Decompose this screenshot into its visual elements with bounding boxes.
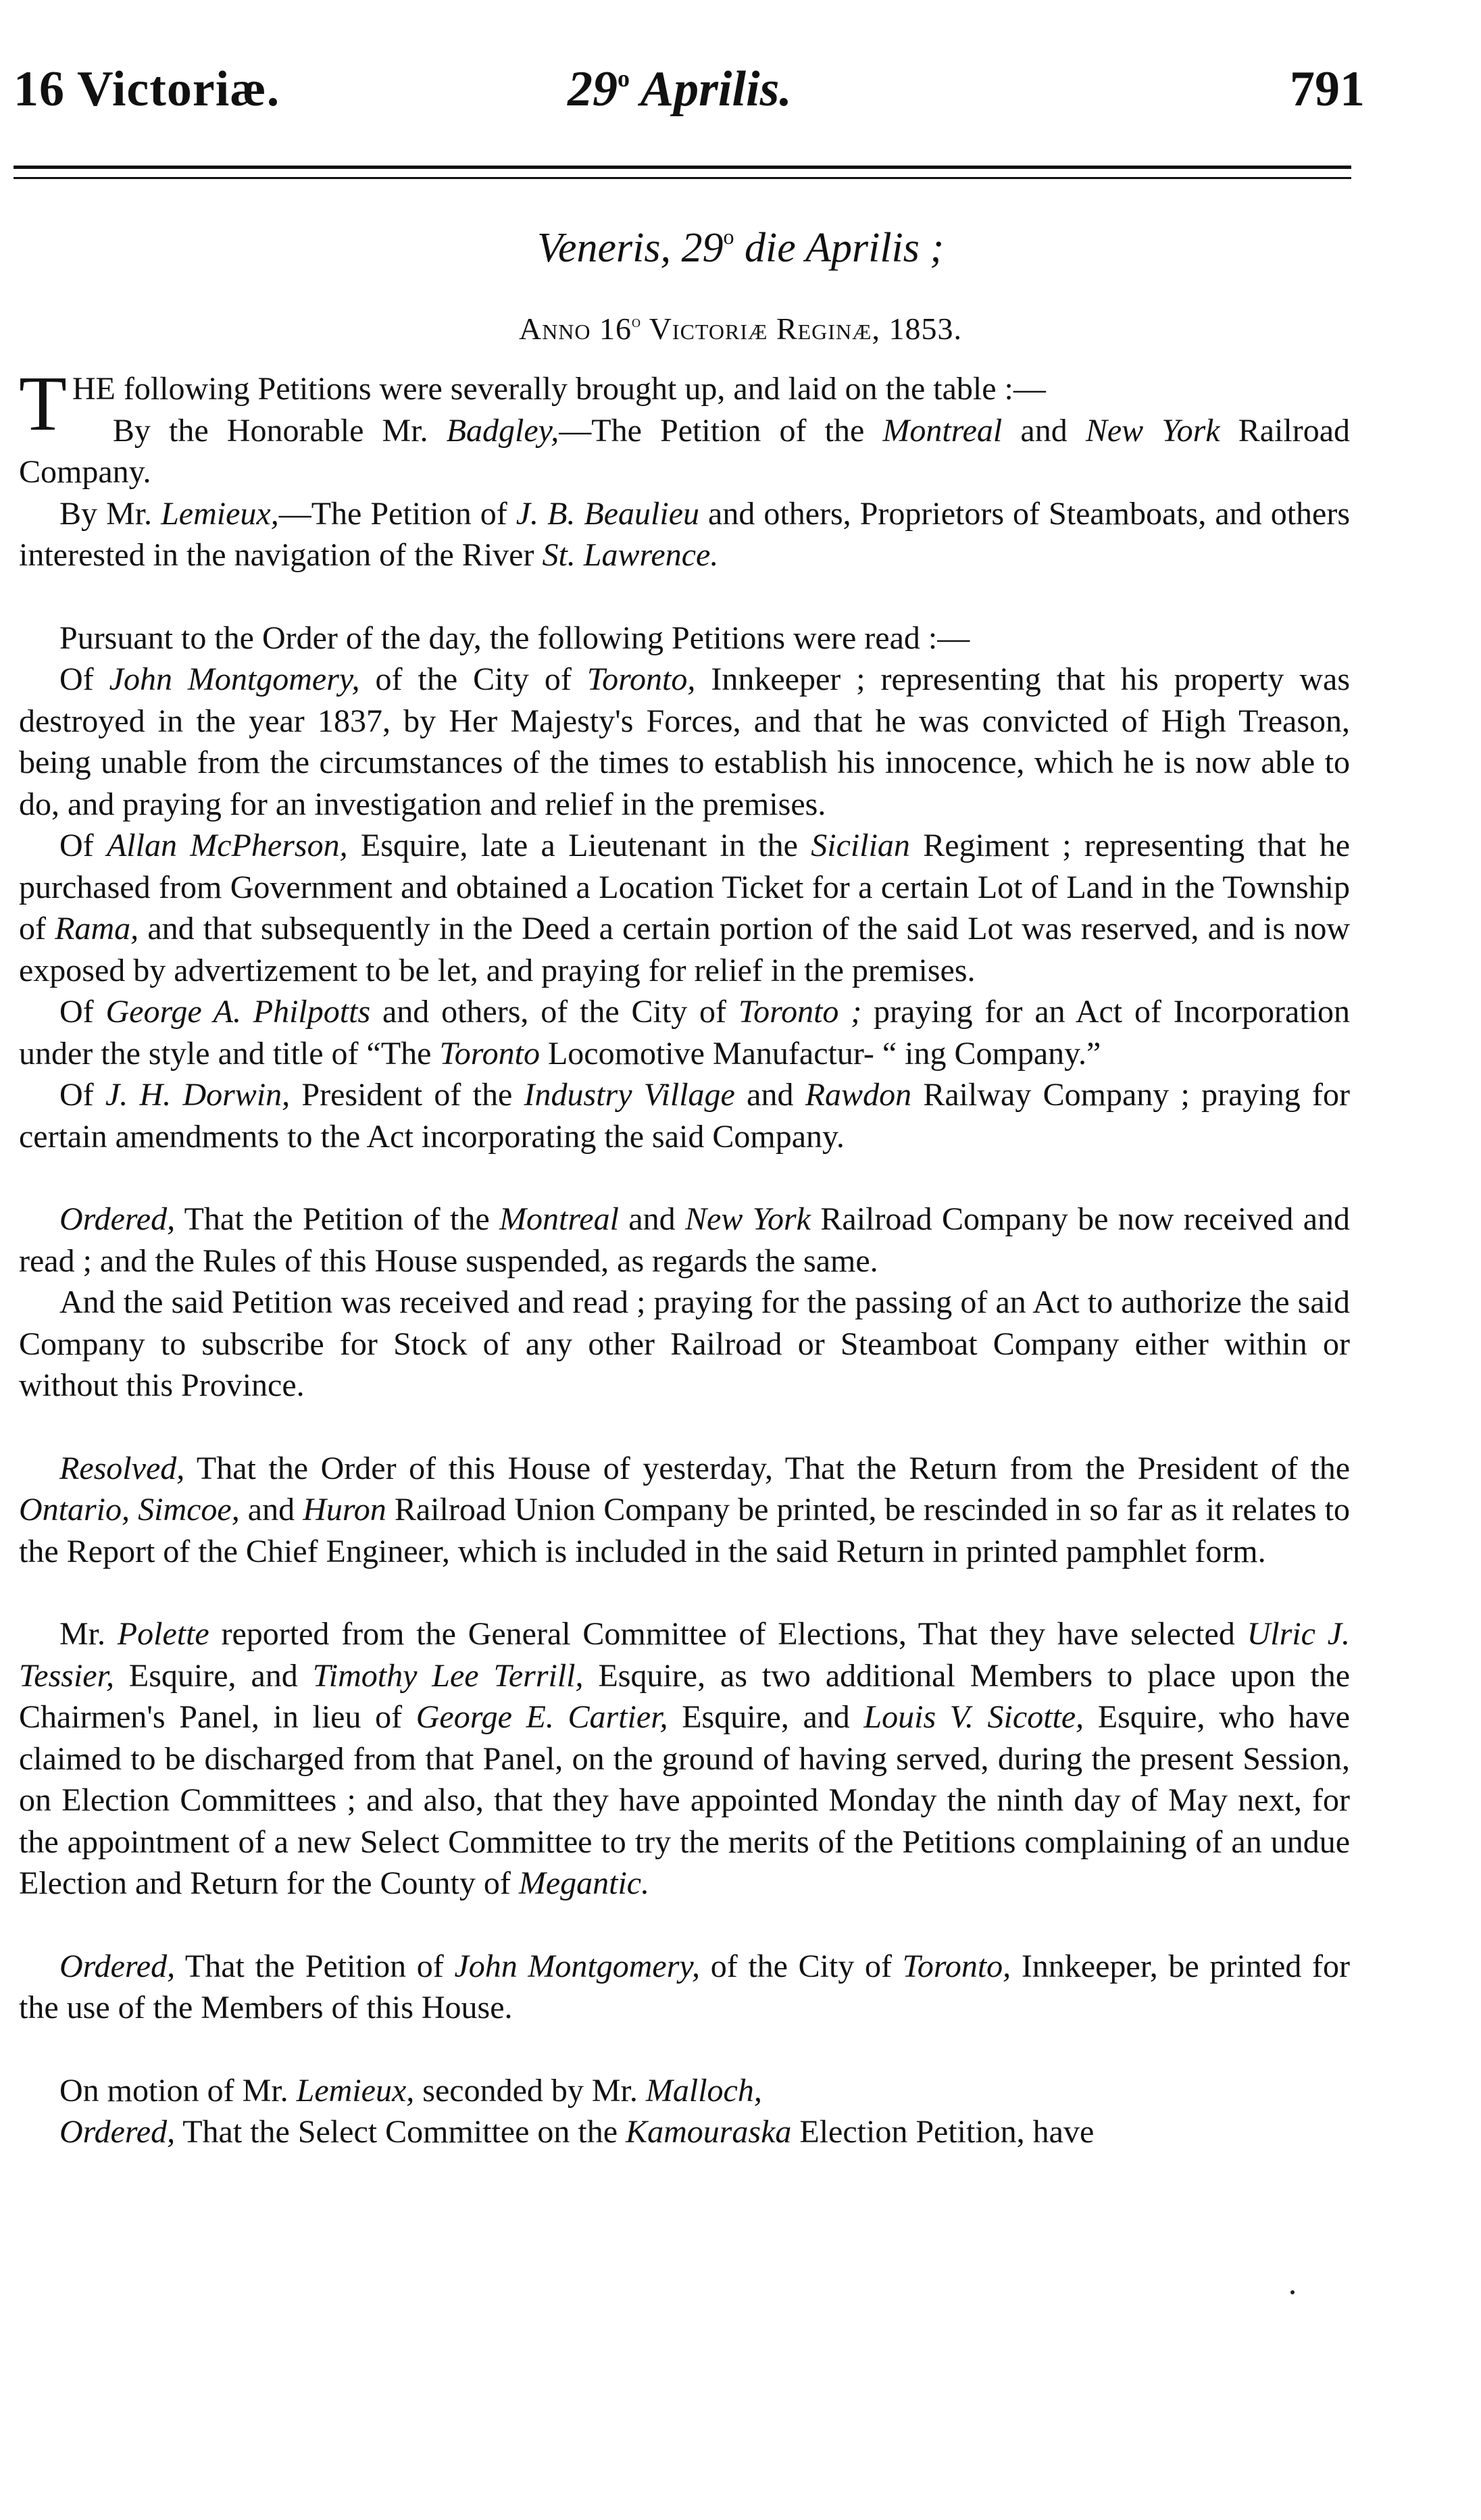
text-run: That the Order of this House of yesterday, That the Return from the President of the	[184, 1450, 1350, 1486]
sitting-date-suffix: die Aprilis ;	[734, 225, 945, 271]
paragraph-gap	[19, 1407, 1350, 1448]
text-run: Of	[59, 828, 107, 863]
paragraph-gap	[19, 1572, 1350, 1613]
italic-name: Louis V. Sicotte,	[863, 1699, 1084, 1735]
italic-name: Ulric J. Tessier,	[19, 1616, 1351, 1694]
text-run: and others, of the City of	[370, 994, 738, 1030]
italic-name: Lemieux,	[161, 495, 279, 532]
italic-place: Toronto,	[586, 661, 696, 697]
text-run: of the City of	[700, 1948, 903, 1984]
italic-name: Malloch,	[645, 2072, 762, 2109]
text-run: and	[618, 1201, 685, 1237]
text-run: of the City of	[359, 661, 587, 697]
italic-place: Rama,	[55, 911, 139, 947]
italic-place: New York	[1085, 412, 1220, 449]
italic-place: Toronto	[439, 1035, 540, 1072]
text-run: reported from the General Committee of Elections, That they have selected	[209, 1616, 1247, 1652]
italic-place: Ontario,	[19, 1492, 130, 1528]
ink-speck	[1290, 2290, 1295, 2294]
text-run: By Mr.	[59, 495, 161, 532]
italic-name: John Montgomery,	[109, 661, 360, 697]
text-run: Esquire, and	[668, 1699, 864, 1735]
italic-name: Allan McPherson,	[106, 828, 348, 863]
paragraph-montgomery	[19, 659, 1350, 825]
text-run: That the Petition of the	[175, 1201, 500, 1237]
header-rule-thin	[14, 177, 1351, 179]
text-run: That the Select Committee on the	[175, 2114, 626, 2150]
paragraph-order-of-day: Pursuant to the Order of the day, the following Petitions were read :—	[59, 620, 970, 656]
header-month: Aprilis.	[640, 61, 792, 117]
paragraph-petition-read: And the said Petition was received and read ; praying for the passing of an Act to authorize the said Company to subscribe for Stock of any other Railroad or Steamboat Company either within or without this Province.	[19, 1284, 1350, 1403]
italic-place: Sicilian	[811, 828, 910, 863]
italic-name: J. B. Beaulieu	[516, 495, 700, 532]
page-number: 791	[1290, 61, 1365, 117]
italic-keyword: Ordered,	[59, 1948, 176, 1984]
journal-body	[19, 361, 1351, 2153]
anno-prefix: Anno 16	[518, 311, 632, 346]
paragraph-gap	[19, 2029, 1350, 2070]
sitting-date-sup: o	[723, 224, 734, 249]
text-run: Innkeeper, be printed for the use of the Members of this House.	[19, 1948, 1350, 2025]
text-run: and	[1002, 412, 1086, 449]
text-run: Esquire, late a Lieutenant in the	[347, 828, 811, 863]
sitting-date-prefix: Veneris, 29	[536, 225, 724, 271]
italic-name: Badgley,	[446, 412, 559, 449]
header-rule-thick	[14, 166, 1351, 169]
running-header	[14, 61, 1365, 135]
paragraph-resolved	[19, 1448, 1350, 1573]
text-run: By the Honorable Mr.	[112, 412, 447, 449]
text-run: and that subsequently in the Deed a certain portion of the said Lot was reserved, and is now exposed by advertizement to be let, and praying for relief in the premises.	[19, 911, 1351, 988]
italic-place: Megantic.	[518, 1865, 650, 1901]
italic-keyword: Resolved,	[59, 1450, 185, 1486]
italic-keyword: Ordered,	[59, 1201, 176, 1237]
text-run	[130, 1492, 138, 1528]
paragraph-mcpherson	[19, 825, 1350, 991]
italic-name: George A. Philpotts	[105, 994, 371, 1030]
italic-place: Simcoe,	[138, 1492, 240, 1528]
text-run: That the Petition of	[175, 1948, 455, 1984]
text-run: Of	[59, 994, 106, 1030]
paragraph-on-motion	[19, 2070, 1350, 2112]
text-run: Locomotive Manufactur- “ ing Company.”	[539, 1035, 1101, 1072]
paragraph-ordered-received	[19, 1199, 1350, 1282]
italic-name: George E. Cartier,	[416, 1699, 668, 1735]
text-run: and	[239, 1492, 303, 1528]
text-run: Railroad Company.	[19, 412, 1351, 490]
text-run: President of the	[290, 1077, 524, 1113]
italic-place: Toronto,	[902, 1948, 1011, 1984]
text-run: Esquire, and	[114, 1657, 313, 1694]
text-run: and others, Proprietors of Steamboats, and others interested in the navigation of the River	[19, 495, 1350, 573]
sitting-date	[0, 224, 1481, 272]
text-run: —The Petition of	[278, 495, 516, 532]
paragraph-kamouraska	[19, 2111, 1350, 2153]
italic-name: Polette	[117, 1616, 209, 1652]
italic-place: New York	[685, 1201, 811, 1237]
drop-cap: T	[19, 361, 67, 447]
header-date	[568, 61, 792, 118]
text-run: Railway Company ; praying for certain amendments to the Act incorporating the said Company.	[19, 1077, 1351, 1155]
paragraph-gap	[19, 1905, 1350, 1946]
italic-place: St. Lawrence.	[542, 537, 719, 573]
text-run: Esquire, who have claimed to be discharged from that Panel, on the ground of having served, during the present Session, on Election Committees ; and also, that they have appointed Monday the ninth day of May next, for the appointment of a new Select Committee to try the merits of the Petitions complaining of an undue Election and Return for the County of	[19, 1699, 1350, 1901]
italic-place: Toronto ;	[738, 994, 862, 1030]
paragraph-gap	[19, 576, 1350, 618]
header-day-sup: o	[618, 65, 630, 92]
text-run: Election Petition, have	[791, 2114, 1095, 2150]
header-regnal-year: 16 Victoriæ.	[14, 61, 280, 117]
anno-suffix: Victoriæ Reginæ, 1853.	[641, 311, 963, 346]
italic-place: Huron	[303, 1492, 386, 1528]
text-run: Railroad Union Company be printed, be rescinded in so far as it relates to the Report of the Chief Engineer, which is included in the said Return in printed pamphlet form.	[19, 1492, 1351, 1569]
text-run: and	[734, 1077, 805, 1113]
italic-place: Industry Village	[524, 1077, 735, 1113]
italic-place: Kamouraska	[626, 2114, 792, 2150]
text-run: Mr.	[59, 1616, 118, 1652]
text-run: Of	[59, 661, 109, 697]
italic-name: J. H. Dorwin,	[105, 1077, 291, 1113]
italic-place: Montreal	[499, 1201, 619, 1237]
italic-name: John Montgomery,	[454, 1948, 701, 1984]
italic-name: Lemieux,	[296, 2072, 415, 2109]
text-run: praying for an Act of Incorporation under the style and title of “The	[19, 994, 1350, 1072]
paragraph-polette-report	[19, 1613, 1350, 1905]
text-run: Of	[59, 1077, 105, 1113]
text-run: On motion of Mr.	[59, 2072, 297, 2109]
text-run: —The Petition of the	[559, 412, 883, 449]
text-run: Railroad Company be now received and read ; and the Rules of this House suspended, as regards the same.	[19, 1201, 1351, 1279]
paragraph-ordered-printed	[19, 1946, 1350, 2029]
text-run: Esquire, as two additional Members to place upon the Chairmen's Panel, in lieu of	[19, 1657, 1351, 1735]
paragraph-philpotts	[19, 991, 1350, 1074]
paragraph-dorwin	[19, 1074, 1350, 1157]
regnal-year-line	[0, 311, 1481, 347]
anno-sup: o	[632, 311, 642, 331]
paragraph-lemieux-petition	[19, 493, 1350, 576]
italic-place: Rawdon	[805, 1077, 912, 1113]
paragraph-badgley-petition	[19, 410, 1350, 493]
text-run: seconded by Mr.	[414, 2072, 646, 2109]
header-day: 29	[568, 61, 618, 117]
text-run: Regiment ; representing that he purchased from Government and obtained a Location Ticket for a certain Lot of Land in the Township of	[19, 828, 1351, 947]
italic-keyword: Ordered,	[59, 2114, 176, 2150]
italic-place: Montreal	[882, 412, 1003, 449]
paragraph-gap	[19, 1157, 1350, 1199]
paragraph-text: HE following Petitions were severally brought up, and laid on the table :—	[72, 371, 1046, 407]
text-run: Innkeeper ; representing that his property was destroyed in the year 1837, by Her Majesty's Forces, and that he was convicted of High Treason, being unable from the circumstances of the times to establish his innocence, which he is now able to do, and praying for an investigation and relief in the premises.	[19, 661, 1351, 822]
italic-name: Timothy Lee Terrill,	[312, 1657, 584, 1694]
